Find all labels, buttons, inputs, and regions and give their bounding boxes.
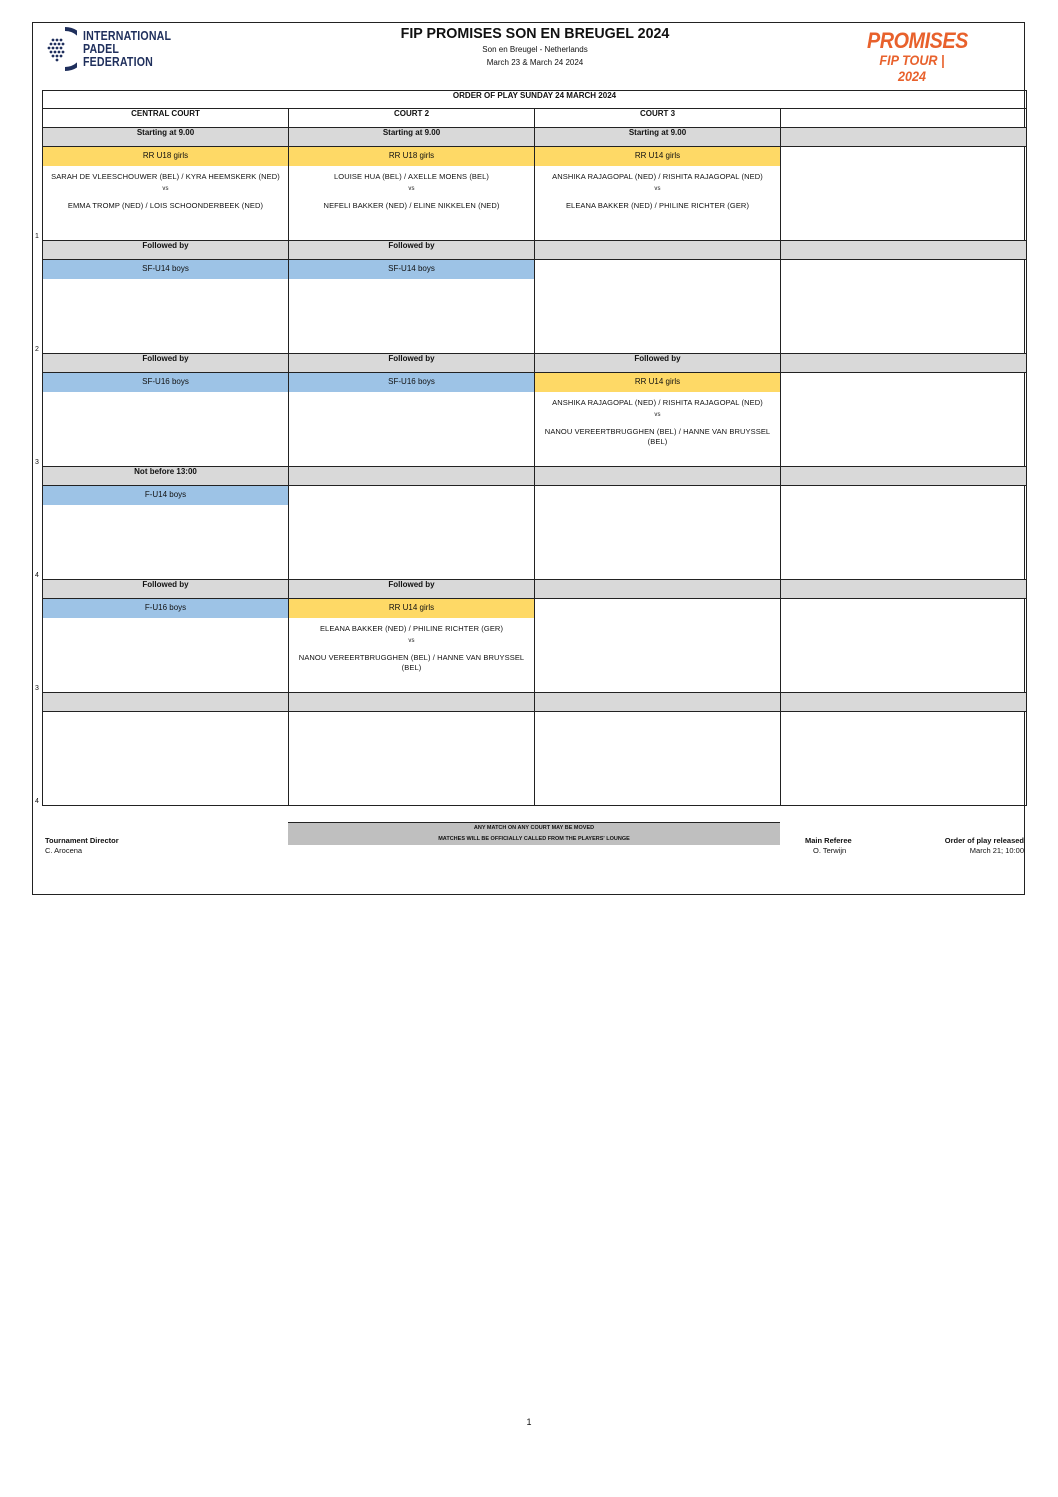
start-time — [43, 693, 289, 712]
match-teams — [289, 172, 534, 211]
released-label: Order of play released — [944, 836, 1024, 845]
start-time-row — [43, 580, 1027, 599]
match-cell — [781, 599, 1027, 693]
match-category: RR U14 girls — [535, 373, 780, 392]
start-time-row — [43, 467, 1027, 486]
start-time — [289, 467, 535, 486]
match-cell — [535, 260, 781, 354]
match-cell — [43, 486, 289, 580]
team-two: ELEANA BAKKER (NED) / PHILINE RICHTER (GER) — [565, 201, 750, 210]
start-time — [535, 580, 781, 599]
team-two: EMMA TROMP (NED) / LOIS SCHOONDERBEEK (NED) — [67, 201, 264, 210]
versus-label: vs — [408, 186, 415, 192]
promises-logo-title: PROMISES — [867, 28, 968, 53]
start-time-row — [43, 241, 1027, 260]
team-one: ANSHIKA RAJAGOPAL (NED) / RISHITA RAJAGOPAL (NED) — [552, 398, 763, 407]
start-time — [535, 693, 781, 712]
promises-logo — [862, 28, 968, 84]
team-two: NANOU VEREERTBRUGGHEN (BEL) / HANNE VAN BRUYSSEL (BEL) — [544, 427, 771, 446]
ipf-wordmark — [83, 30, 171, 69]
start-time: Not before 13:00 — [43, 467, 289, 486]
court-header: CENTRAL COURT — [43, 109, 289, 128]
start-time: Followed by — [289, 354, 535, 373]
match-category: F-U16 boys — [43, 599, 288, 618]
match-teams — [43, 172, 288, 211]
match-row — [43, 147, 1027, 241]
start-time — [781, 354, 1027, 373]
match-cell — [289, 373, 535, 467]
title-block — [330, 25, 740, 67]
start-time: Followed by — [289, 241, 535, 260]
start-time — [781, 467, 1027, 486]
match-cell — [43, 260, 289, 354]
team-one: SARAH DE VLEESCHOUWER (BEL) / KYRA HEEMSKERK (NED) — [51, 172, 280, 181]
location: Son en Breugel - Netherlands — [482, 45, 588, 54]
row-number: 4 — [35, 798, 39, 805]
match-cell — [535, 712, 781, 806]
match-category: SF-U16 boys — [43, 373, 288, 392]
notice-move: ANY MATCH ON ANY COURT MAY BE MOVED — [473, 825, 595, 831]
match-cell — [289, 712, 535, 806]
start-time: Starting at 9.00 — [535, 128, 781, 147]
row-number: 3 — [35, 685, 39, 692]
notice-banner — [288, 822, 780, 845]
start-time-row — [43, 128, 1027, 147]
team-two: NEFELI BAKKER (NED) / ELINE NIKKELEN (NED) — [323, 201, 500, 210]
match-category: SF-U14 boys — [289, 260, 534, 279]
match-category: SF-U16 boys — [289, 373, 534, 392]
start-time — [781, 128, 1027, 147]
match-cell — [781, 373, 1027, 467]
match-cell — [289, 260, 535, 354]
match-category: F-U14 boys — [43, 486, 288, 505]
order-title: ORDER OF PLAY SUNDAY 24 MARCH 2024 — [43, 91, 1027, 109]
referee-name: O. Terwijn — [813, 846, 847, 855]
match-row — [43, 599, 1027, 693]
main-referee — [805, 836, 852, 856]
order-of-play-table — [35, 90, 1027, 806]
match-category: RR U18 girls — [43, 147, 288, 166]
match-cell — [289, 486, 535, 580]
page-title: FIP PROMISES SON EN BREUGEL 2024 — [400, 25, 670, 42]
versus-label: vs — [654, 186, 661, 192]
start-time: Followed by — [289, 580, 535, 599]
tournament-director — [45, 836, 119, 856]
page-number: 1 — [526, 1417, 532, 1427]
match-cell — [781, 147, 1027, 241]
versus-label: vs — [654, 412, 661, 418]
match-cell — [535, 486, 781, 580]
release-info — [945, 836, 1024, 856]
match-cell — [43, 147, 289, 241]
court-header — [781, 109, 1027, 128]
match-cell — [781, 712, 1027, 806]
ipf-line: FEDERATION — [83, 54, 153, 69]
start-time — [535, 241, 781, 260]
match-cell — [43, 599, 289, 693]
start-time — [535, 467, 781, 486]
start-time — [289, 693, 535, 712]
match-row — [43, 712, 1027, 806]
start-time: Followed by — [43, 580, 289, 599]
order-title-row — [43, 91, 1027, 109]
match-row — [43, 373, 1027, 467]
match-cell — [535, 147, 781, 241]
court-header: COURT 2 — [289, 109, 535, 128]
versus-label: vs — [408, 638, 415, 644]
ipf-line: INTERNATIONAL — [83, 28, 172, 43]
promises-logo-subtitle: FIP TOUR | 2024 — [879, 52, 945, 84]
start-time — [781, 693, 1027, 712]
start-time-row — [43, 693, 1027, 712]
match-category: RR U14 girls — [289, 599, 534, 618]
notice-called: MATCHES WILL BE OFFICIALLY CALLED FROM THE PLAYERS' LOUNGE — [438, 836, 630, 842]
dates: March 23 & March 24 2024 — [486, 58, 584, 67]
match-cell — [535, 599, 781, 693]
start-time: Followed by — [535, 354, 781, 373]
ipf-ball-icon — [45, 26, 77, 72]
start-time — [781, 241, 1027, 260]
match-cell — [535, 373, 781, 467]
start-time-row — [43, 354, 1027, 373]
match-cell — [43, 373, 289, 467]
row-number: 2 — [35, 346, 39, 353]
director-name: C. Arocena — [45, 846, 83, 855]
start-time — [781, 580, 1027, 599]
match-row — [43, 486, 1027, 580]
team-one: ANSHIKA RAJAGOPAL (NED) / RISHITA RAJAGOPAL (NED) — [552, 172, 763, 181]
versus-label: vs — [162, 186, 169, 192]
start-time: Followed by — [43, 241, 289, 260]
match-cell — [781, 486, 1027, 580]
court-header-row — [43, 109, 1027, 128]
start-time: Starting at 9.00 — [289, 128, 535, 147]
team-one: ELEANA BAKKER (NED) / PHILINE RICHTER (GER) — [319, 624, 504, 633]
match-teams — [289, 624, 534, 673]
row-number: 3 — [35, 459, 39, 466]
ipf-line: PADEL — [83, 41, 120, 56]
match-cell — [43, 712, 289, 806]
match-cell — [781, 260, 1027, 354]
team-two: NANOU VEREERTBRUGGHEN (BEL) / HANNE VAN BRUYSSEL (BEL) — [298, 653, 525, 672]
match-category: RR U18 girls — [289, 147, 534, 166]
match-teams — [535, 398, 780, 447]
row-number: 4 — [35, 572, 39, 579]
match-cell — [289, 599, 535, 693]
start-time: Starting at 9.00 — [43, 128, 289, 147]
team-one: LOUISE HUA (BEL) / AXELLE MOENS (BEL) — [334, 172, 489, 181]
match-category: RR U14 girls — [535, 147, 780, 166]
match-cell — [289, 147, 535, 241]
start-time: Followed by — [43, 354, 289, 373]
referee-label: Main Referee — [805, 836, 852, 845]
ipf-logo — [45, 26, 187, 72]
match-teams — [535, 172, 780, 211]
court-header: COURT 3 — [535, 109, 781, 128]
match-row — [43, 260, 1027, 354]
director-label: Tournament Director — [45, 836, 119, 845]
match-category: SF-U14 boys — [43, 260, 288, 279]
released-value: March 21; 10:00 — [969, 846, 1024, 855]
row-number: 1 — [35, 233, 39, 240]
